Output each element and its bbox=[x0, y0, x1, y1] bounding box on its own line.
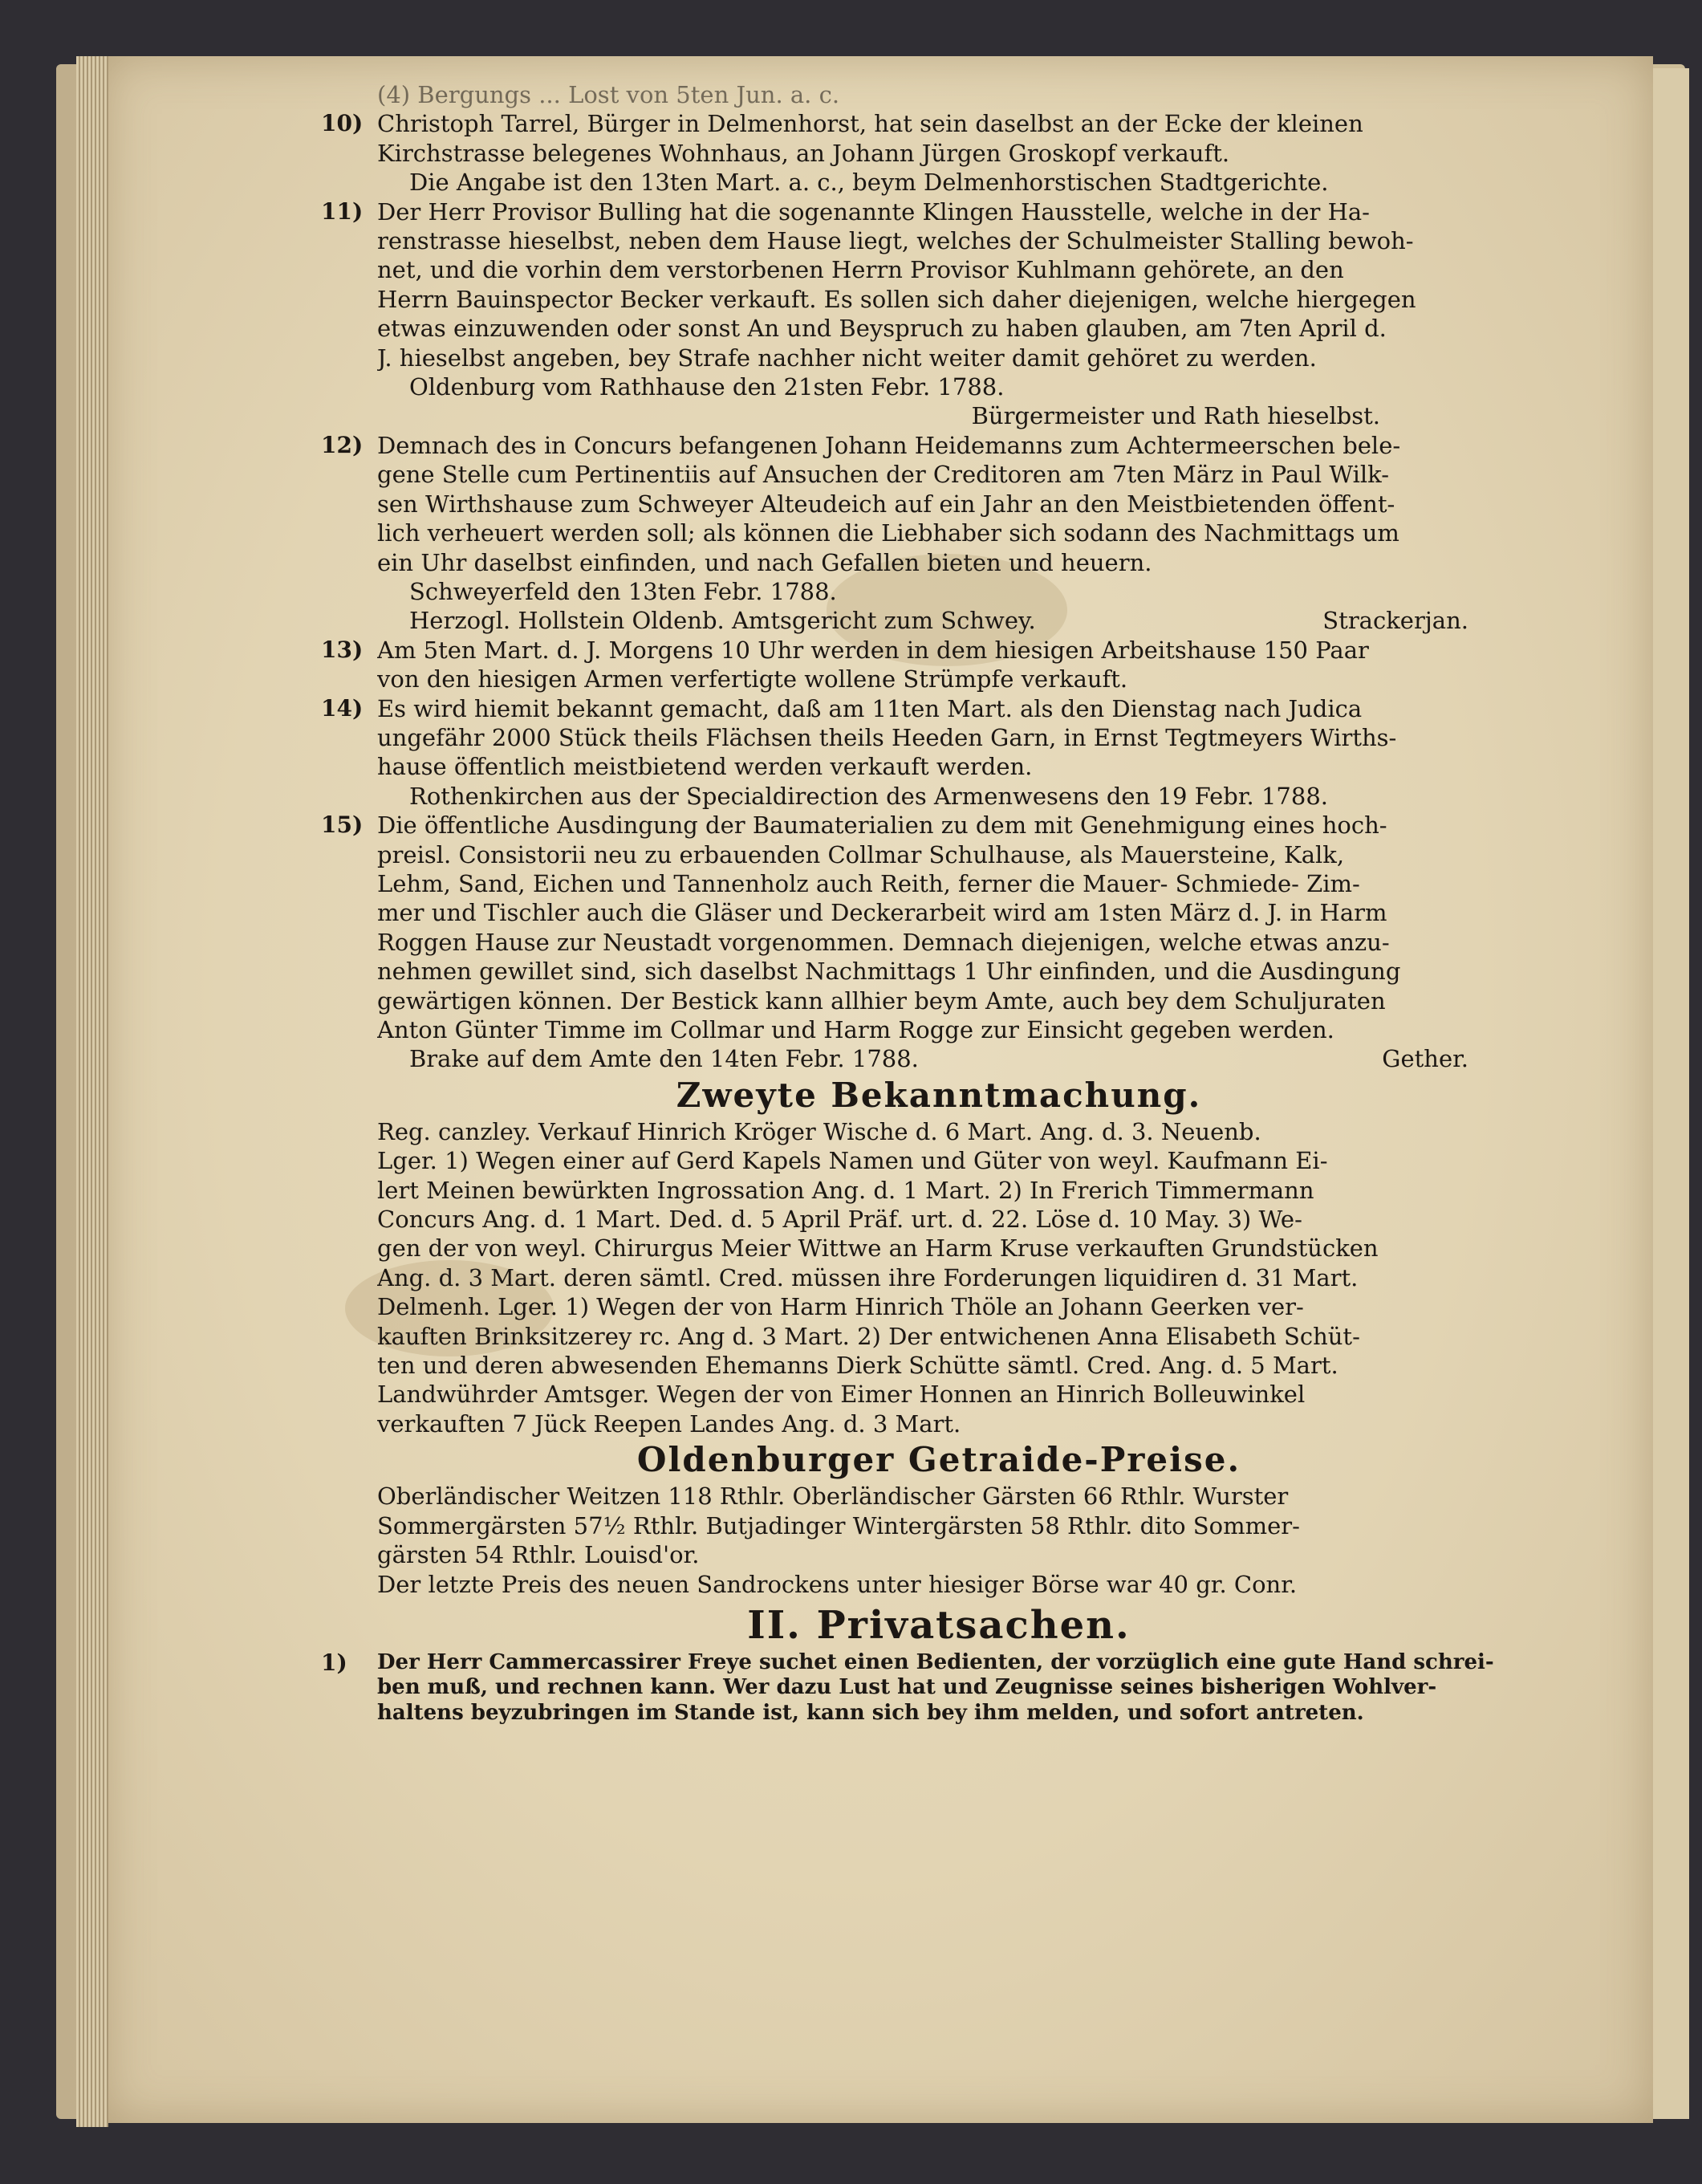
grain-prices-text bbox=[377, 1482, 1501, 1599]
text-line: hause öffentlich meistbietend werden verkauft werden. bbox=[377, 753, 1033, 781]
text-line: ben muß, und rechnen kann. Wer dazu Lust hat und Zeugnisse seines bisherigen Wohlver- bbox=[377, 1675, 1437, 1700]
text-line: ten und deren abwesenden Ehemanns Dierk Schütte sämtl. Cred. Ang. d. 5 Mart. bbox=[377, 1352, 1338, 1380]
text-line: kauften Brinksitzerey rc. Ang d. 3 Mart. 2) Der entwichenen Anna Elisabeth Schüt- bbox=[377, 1322, 1360, 1350]
place-date: Schweyerfeld den 13ten Febr. 1788. bbox=[409, 577, 837, 605]
text-line: ein Uhr daselbst einfinden, und nach Gefallen bieten und heuern. bbox=[377, 548, 1152, 576]
text-line: lich verheuert werden soll; als können die Liebhaber sich sodann des Nachmittags um bbox=[377, 519, 1399, 547]
text-line: verkauften 7 Jück Reepen Landes Ang. d. 3 Mart. bbox=[377, 1409, 961, 1438]
place-date bbox=[377, 1044, 1501, 1073]
text-line: Demnach des in Concurs befangenen Johann Heidemanns zum Achtermeerschen bele- bbox=[377, 431, 1401, 459]
text-line: Landwührder Amtsger. Wegen der von Eimer Honnen an Hinrich Bolleuwinkel bbox=[377, 1381, 1306, 1409]
second-notice-text bbox=[377, 1117, 1501, 1438]
entry-number: 10) bbox=[321, 110, 364, 137]
text-line: Der Herr Provisor Bulling hat die sogenannte Klingen Hausstelle, welche in der Ha- bbox=[377, 197, 1370, 226]
text-line: Delmenh. Lger. 1) Wegen der von Harm Hinrich Thöle an Johann Geerken ver- bbox=[377, 1293, 1304, 1321]
text-line: Am 5ten Mart. d. J. Morgens 10 Uhr werden in dem hiesigen Arbeitshause 150 Paar bbox=[377, 636, 1369, 664]
grain-prices-heading: Oldenburger Getraide-Preise. bbox=[636, 1440, 1241, 1480]
notice-note: Rothenkirchen aus der Specialdirection des Armenwesens den 19 Febr. 1788. bbox=[409, 782, 1329, 810]
text-line: Reg. canzley. Verkauf Hinrich Kröger Wische d. 6 Mart. Ang. d. 3. Neuenb. bbox=[377, 1117, 1261, 1145]
text-line: Es wird hiemit bekannt gemacht, daß am 11ten Mart. als den Dienstag nach Judica bbox=[377, 694, 1363, 722]
text-line: ungefähr 2000 Stück theils Flächsen theils Heeden Garn, in Ernst Tegtmeyers Wirths- bbox=[377, 723, 1397, 751]
next-page-edge bbox=[1653, 68, 1689, 2119]
text-line: Der Herr Cammercassirer Freye suchet einen Bedienten, der vorzüglich eine gute Hand schrei- bbox=[377, 1649, 1494, 1674]
text-line: etwas einzuwenden oder sonst An und Beyspruch zu haben glauben, am 7ten April d. bbox=[377, 315, 1387, 343]
text-line: renstrasse hieselbst, neben dem Hause liegt, welches der Schulmeister Stalling bewoh- bbox=[377, 227, 1414, 255]
notice-entry bbox=[321, 431, 1501, 636]
text-line: sen Wirthshause zum Schweyer Alteudeich auf ein Jahr an den Meistbietenden öffent- bbox=[377, 490, 1395, 518]
notice-list bbox=[321, 109, 1501, 1073]
signature-row bbox=[377, 606, 1501, 635]
place-date-text: Brake auf dem Amte den 14ten Febr. 1788. bbox=[409, 1045, 919, 1073]
office-name: Herzogl. Hollstein Oldenb. Amtsgericht zum Schwey. bbox=[409, 607, 1036, 635]
text-line: Sommergärsten 57½ Rthlr. Butjadinger Wintergärsten 58 Rthlr. dito Sommer- bbox=[377, 1511, 1300, 1539]
entry-number: 11) bbox=[321, 197, 364, 225]
text-line: J. hieselbst angeben, bey Strafe nachher nicht weiter damit gehöret zu werden. bbox=[377, 344, 1317, 372]
private-entry bbox=[321, 1649, 1501, 1726]
private-heading: II. Privatsachen. bbox=[747, 1602, 1131, 1648]
entry-number: 1) bbox=[321, 1649, 347, 1676]
text-line: Oberländischer Weitzen 118 Rthlr. Oberländischer Gärsten 66 Rthlr. Wurster bbox=[377, 1482, 1289, 1511]
page-text bbox=[321, 80, 1501, 1726]
text-line: gärsten 54 Rthlr. Louisd'or. bbox=[377, 1541, 700, 1569]
page-edges bbox=[76, 56, 108, 2127]
text-line: Lger. 1) Wegen einer auf Gerd Kapels Namen und Güter von weyl. Kaufmann Ei- bbox=[377, 1147, 1328, 1175]
notice-note: Die Angabe ist den 13ten Mart. a. c., beym Delmenhorstischen Stadtgerichte. bbox=[409, 169, 1329, 197]
text-line: net, und die vorhin dem verstorbenen Herrn Provisor Kuhlmann gehörete, an den bbox=[377, 256, 1344, 284]
text-line: lert Meinen bewürkten Ingrossation Ang. d. 1 Mart. 2) In Frerich Timmermann bbox=[377, 1176, 1314, 1204]
entry-number: 14) bbox=[321, 694, 364, 722]
notice-entry bbox=[321, 197, 1501, 431]
text-line: Anton Günter Timme im Collmar und Harm Rogge zur Einsicht gegeben werden. bbox=[377, 1016, 1334, 1043]
text-line: von den hiesigen Armen verfertigte wollene Strümpfe verkauft. bbox=[377, 665, 1128, 693]
second-notice-heading: Zweyte Bekanntmachung. bbox=[676, 1075, 1202, 1115]
notice-entry bbox=[321, 811, 1501, 1074]
notice-entry bbox=[321, 694, 1501, 811]
text-line: Herrn Bauinspector Becker verkauft. Es sollen sich daher diejenigen, welche hiergegen bbox=[377, 285, 1416, 313]
official-name: Strackerjan. bbox=[1322, 607, 1468, 635]
text-line: mer und Tischler auch die Gläser und Deckerarbeit wird am 1sten März d. J. in Harm bbox=[377, 899, 1387, 927]
entry-number: 15) bbox=[321, 811, 364, 839]
text-line: Der letzte Preis des neuen Sandrockens unter hiesiger Börse war 40 gr. Conr. bbox=[377, 1570, 1298, 1598]
text-line: gewärtigen können. Der Bestick kann allhier beym Amte, auch bey dem Schuljuraten bbox=[377, 986, 1386, 1015]
private-entry-text bbox=[377, 1650, 1501, 1726]
signer: Bürgermeister und Rath hieselbst. bbox=[971, 402, 1380, 430]
text-line: nehmen gewillet sind, sich daselbst Nachmittags 1 Uhr einfinden, und die Ausdingung bbox=[377, 958, 1401, 986]
entry-number: 12) bbox=[321, 431, 364, 458]
text-line: gene Stelle cum Pertinentiis auf Ansuchen der Creditoren am 7ten März in Paul Wilk- bbox=[377, 461, 1390, 489]
text-line: Ang. d. 3 Mart. deren sämtl. Cred. müssen ihre Forderungen liquidiren d. 31 Mart. bbox=[377, 1263, 1359, 1291]
text-line: haltens beyzubringen im Stande ist, kann sich bey ihm melden, und sofort antreten. bbox=[377, 1700, 1364, 1725]
place-date: Oldenburg vom Rathhause den 21sten Febr. 1788. bbox=[409, 373, 1005, 401]
text-line: Lehm, Sand, Eichen und Tannenholz auch Reith, ferner die Mauer- Schmiede- Zim- bbox=[377, 869, 1360, 897]
text-line: Kirchstrasse belegenes Wohnhaus, an Johann Jürgen Groskopf verkauft. bbox=[377, 139, 1230, 167]
official-name: Gether. bbox=[1382, 1045, 1468, 1073]
text-line: gen der von weyl. Chirurgus Meier Wittwe an Harm Kruse verkauften Grundstücken bbox=[377, 1234, 1379, 1263]
notice-entry bbox=[321, 636, 1501, 694]
text-line: preisl. Consistorii neu zu erbauenden Collmar Schulhause, als Mauersteine, Kalk, bbox=[377, 840, 1345, 868]
text-line: Concurs Ang. d. 1 Mart. Ded. d. 5 April Präf. urt. d. 22. Löse d. 10 May. 3) We- bbox=[377, 1206, 1302, 1234]
header-line: (4) Bergungs ... Lost von 5ten Jun. a. c. bbox=[377, 81, 840, 108]
text-line: Die öffentliche Ausdingung der Baumaterialien zu dem mit Genehmigung eines hoch- bbox=[377, 811, 1387, 840]
text-line: Roggen Hause zur Neustadt vorgenommen. Demnach diejenigen, welche etwas anzu- bbox=[377, 928, 1390, 956]
text-line: Christoph Tarrel, Bürger in Delmenhorst, hat sein daselbst an der Ecke der kleinen bbox=[377, 110, 1363, 138]
notice-entry bbox=[321, 109, 1501, 197]
entry-number: 13) bbox=[321, 636, 364, 663]
